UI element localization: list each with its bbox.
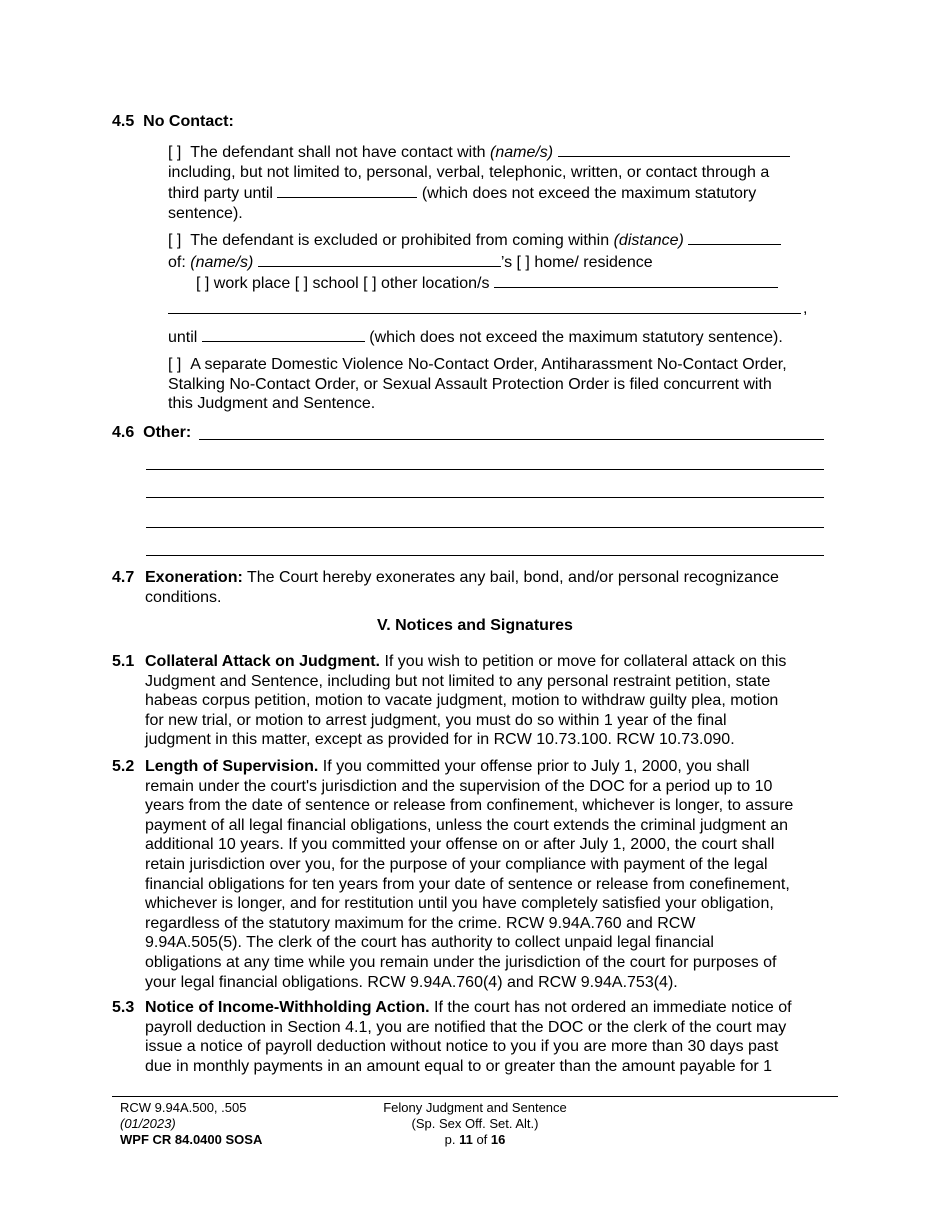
section-title: No Contact:	[143, 113, 234, 130]
section-number: 4.6	[112, 424, 135, 441]
name-field[interactable]	[558, 141, 790, 157]
section-title: Other:	[143, 424, 192, 441]
footer-divider	[112, 1096, 838, 1097]
distance-field[interactable]	[688, 229, 781, 245]
footer-subtitle: (Sp. Sex Off. Set. Alt.)	[411, 1116, 539, 1131]
location-options[interactable]: [ ] work place [ ] school [ ] other location/s	[196, 275, 490, 293]
no-contact-person-clause: [ ] The defendant shall not have contact with (name/s) including, but not limited to, personal, verbal, telephonic, written, or contact through a third party until (which does not exceed the maximum statutory sentence).	[168, 141, 838, 223]
section-4-5-heading	[112, 112, 234, 132]
name-field[interactable]	[258, 251, 501, 267]
section-title: Exoneration:	[145, 569, 243, 586]
section-title: Length of Supervision.	[145, 758, 319, 775]
separate-order-clause: [ ] A separate Domestic Violence No-Contact Order, Antiharassment No-Contact Order, Stalking No-Contact Order, or Sexual Assault Protection Order is filed concurrent with this Judgment and Sentence.	[168, 356, 787, 413]
footer-center	[360, 1100, 590, 1148]
checkbox[interactable]: [ ]	[168, 356, 182, 373]
page-number: p. 11 of 16	[444, 1132, 506, 1147]
other-location-line[interactable]	[168, 313, 801, 314]
exoneration-paragraph: Exoneration: The Court hereby exonerates any bail, bond, and/or personal recognizance conditions.	[145, 569, 779, 606]
section-number: 5.1	[112, 653, 135, 670]
length-of-supervision-paragraph: Length of Supervision. If you committed your offense prior to July 1, 2000, you shall remain under the court's jurisdiction and the supervision of the DOC for a period up to 10 years from the date of sentence or release from confinement, whichever is longer, to assure payment of all legal financial obligations, unless the court extends the criminal judgment an additional 10 years. If you committed your offense on or after July 1, 2000, the court shall retain jurisdiction over you, for the purpose of your compliance with payment of the legal financial obligations for ten years from your date of sentence or release from conefinement, whichever is longer, and for restitution until you have completely satisfied your obligation, regardless of the statutory maximum for the crime. RCW 9.94A.760 and RCW 9.94A.505(5). The clerk of the court has authority to collect unpaid legal financial obligations at any time while you remain under the jurisdiction of the court for purposes of your legal financial obligations. RCW 9.94A.760(4) and RCW 9.94A.753(4).	[145, 758, 794, 991]
section-number: 5.2	[112, 758, 135, 775]
section-title: Notice of Income-Withholding Action.	[145, 999, 430, 1016]
collateral-attack-paragraph: Collateral Attack on Judgment. If you wish to petition or move for collateral attack on this Judgment and Sentence, including but not limited to any personal restraint petition, state habeas corpus petition, motion to vacate judgment, motion to withdraw guilty plea, motion for new trial, or motion to arrest judgment, you must do so within 1 year of the final judgment in this matter, except as provided for in RCW 10.73.100. RCW 10.73.090.	[145, 653, 787, 749]
footer-date: (01/2023)	[120, 1116, 176, 1131]
footer-left	[120, 1100, 262, 1148]
section-number: 5.3	[112, 999, 135, 1016]
section-title: Collateral Attack on Judgment.	[145, 653, 380, 670]
other-line[interactable]	[146, 469, 824, 470]
checkbox[interactable]: [ ]	[168, 232, 182, 249]
section-number: 4.5	[112, 113, 135, 130]
other-line[interactable]	[146, 527, 824, 528]
section-heading: V. Notices and Signatures	[377, 617, 573, 634]
no-contact-location-clause: [ ] The defendant is excluded or prohibited from coming within (distance) of: (name/s) ’s [ ] home/ residence [ ] work place [ ] school [ ] other location/s	[168, 229, 838, 294]
other-line[interactable]	[146, 497, 824, 498]
until-date-field[interactable]	[202, 326, 365, 342]
section-4-6-heading	[112, 423, 191, 443]
other-line[interactable]	[146, 555, 824, 556]
until-date-field[interactable]	[277, 182, 417, 198]
section-number: 4.7	[112, 569, 135, 586]
other-location-field[interactable]	[494, 272, 778, 288]
footer-form-number: WPF CR 84.0400 SOSA	[120, 1132, 263, 1147]
footer-rcw: RCW 9.94A.500, .505	[120, 1100, 247, 1115]
checkbox[interactable]: [ ]	[168, 144, 182, 161]
footer-title: Felony Judgment and Sentence	[383, 1100, 567, 1115]
other-line[interactable]	[199, 439, 824, 440]
income-withholding-paragraph: Notice of Income-Withholding Action. If the court has not ordered an immediate notice of payroll deduction in Section 4.1, you are notified that the DOC or the clerk of the court may issue a notice of payroll deduction without notice to you if you are more than 30 days past due in monthly payments in an amount equal to or greater than the amount payable for 1	[145, 999, 792, 1075]
until-line: until (which does not exceed the maximum statutory sentence).	[168, 326, 783, 348]
